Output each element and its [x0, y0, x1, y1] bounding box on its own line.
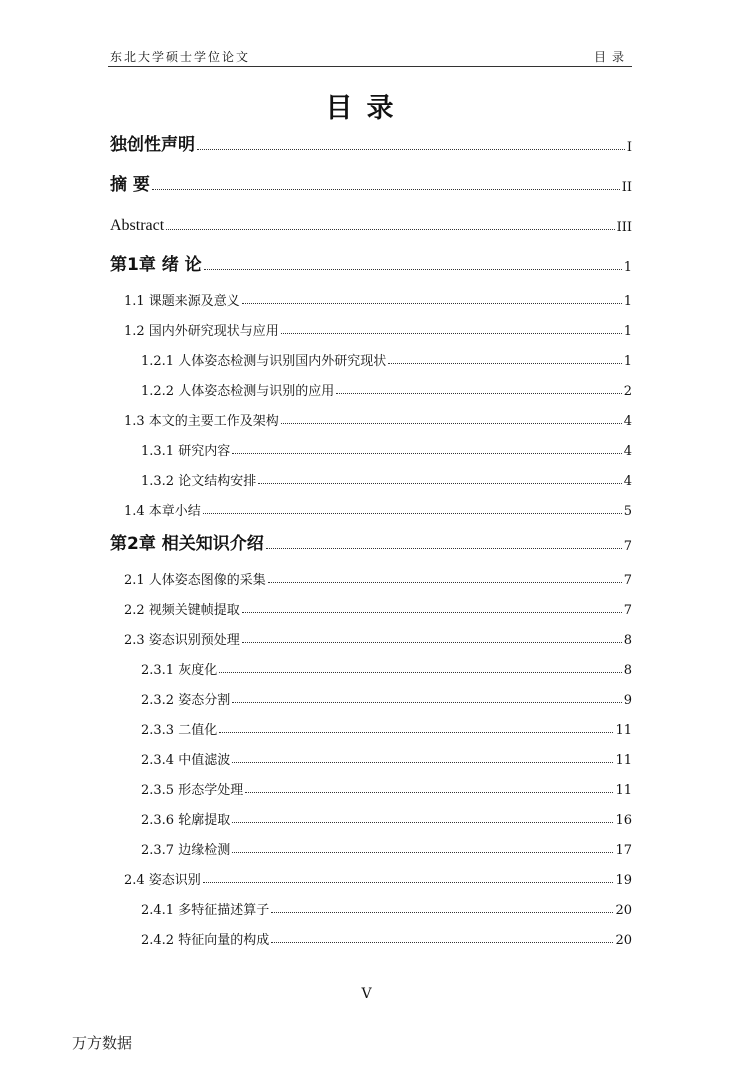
toc-entry-page: 8 — [623, 633, 632, 648]
page-title: 目录 — [325, 93, 408, 124]
toc-entry-1-1[interactable] — [124, 287, 632, 309]
toc-entry-label: 2.3.2 姿态分割 — [141, 693, 231, 708]
toc-entry-label: 2.3.6 轮廓提取 — [141, 813, 231, 828]
toc-entry-label: 独创性声明 — [110, 135, 195, 155]
toc-entry-page: II — [621, 180, 632, 195]
toc-entry-1-4[interactable] — [124, 497, 632, 519]
toc-entry-1-2[interactable] — [124, 317, 632, 339]
toc-entry-2-3-7[interactable] — [141, 836, 632, 858]
toc-entry-label: 2.4.1 多特征描述算子 — [141, 903, 270, 918]
toc-entry-label: 第1章 绪 论 — [110, 255, 202, 275]
header-section-name: 目录 — [593, 50, 630, 64]
running-header — [108, 46, 632, 67]
toc-entry-label: 1.1 课题来源及意义 — [124, 294, 240, 309]
toc-entry-label: 1.2.2 人体姿态检测与识别的应用 — [141, 384, 335, 399]
toc-leader-dots — [336, 392, 622, 394]
toc-entry-label: 2.3.1 灰度化 — [141, 663, 218, 678]
toc-entry-declaration[interactable] — [110, 133, 632, 155]
toc-entry-label: 2.3 姿态识别预处理 — [124, 633, 240, 648]
toc-leader-dots — [242, 302, 622, 304]
toc-leader-dots — [242, 611, 622, 613]
toc-entry-label: 1.4 本章小结 — [124, 504, 201, 519]
toc-entry-2-3-3[interactable] — [141, 716, 632, 738]
toc-entry-label: 2.3.4 中值滤波 — [141, 753, 231, 768]
toc-entry-2-3-5[interactable] — [141, 776, 632, 798]
toc-entry-label: 2.2 视频关键帧提取 — [124, 603, 240, 618]
toc-leader-dots — [281, 332, 622, 334]
toc-entry-2-4-1[interactable] — [141, 896, 632, 918]
toc-leader-dots — [232, 761, 613, 763]
toc-leader-dots — [271, 911, 613, 913]
toc-entry-page: 1 — [623, 354, 632, 369]
toc-leader-dots — [232, 452, 622, 454]
toc-entry-page: 7 — [623, 539, 632, 554]
toc-leader-dots — [232, 821, 613, 823]
toc-entry-2-2[interactable] — [124, 596, 632, 618]
toc-leader-dots — [219, 731, 613, 733]
toc-entry-page: 11 — [615, 783, 632, 798]
toc-entry-label: 第2章 相关知识介绍 — [110, 534, 264, 554]
toc-entry-page: 8 — [623, 663, 632, 678]
toc-leader-dots — [166, 228, 614, 230]
toc-entry-2-3-6[interactable] — [141, 806, 632, 828]
toc-entry-1-3-2[interactable] — [141, 467, 632, 489]
toc-entry-page: 11 — [615, 753, 632, 768]
toc-leader-dots — [204, 268, 622, 270]
toc-entry-2-3-4[interactable] — [141, 746, 632, 768]
toc-entry-2-4[interactable] — [124, 866, 632, 888]
toc-entry-page: 7 — [623, 573, 632, 588]
toc-entry-label: 摘 要 — [110, 175, 150, 195]
toc-entry-label: 2.3.7 边缘检测 — [141, 843, 231, 858]
toc-leader-dots — [268, 581, 622, 583]
toc-leader-dots — [197, 148, 625, 150]
toc-entry-page: 20 — [615, 903, 632, 918]
toc-entry-chapter-2[interactable] — [110, 532, 632, 554]
toc-entry-2-4-2[interactable] — [141, 926, 632, 948]
toc-entry-chapter-1[interactable] — [110, 253, 632, 275]
header-thesis-title: 东北大学硕士学位论文 — [110, 50, 251, 64]
toc-leader-dots — [232, 701, 622, 703]
toc-entry-page: 1 — [623, 324, 632, 339]
watermark-text: 万方数据 — [72, 1034, 133, 1052]
toc-entry-label: 2.3.5 形态学处理 — [141, 783, 244, 798]
toc-entry-label: 2.3.3 二值化 — [141, 723, 218, 738]
toc-leader-dots — [219, 671, 622, 673]
toc-entry-label: 1.3.2 论文结构安排 — [141, 474, 257, 489]
toc-entry-2-1[interactable] — [124, 566, 632, 588]
toc-leader-dots — [258, 482, 622, 484]
toc-entry-label: 1.3.1 研究内容 — [141, 444, 231, 459]
toc-entry-page: 7 — [623, 603, 632, 618]
toc-entry-page: 9 — [623, 693, 632, 708]
toc-entry-page: III — [616, 220, 632, 235]
toc-entry-label: 2.4.2 特征向量的构成 — [141, 933, 270, 948]
toc-entry-2-3[interactable] — [124, 626, 632, 648]
toc-entry-2-3-2[interactable] — [141, 686, 632, 708]
toc-entry-page: 4 — [623, 444, 632, 459]
toc-entry-page: 5 — [623, 504, 632, 519]
toc-entry-abstract-en[interactable] — [110, 213, 632, 235]
toc-entry-label: Abstract — [110, 217, 165, 234]
toc-entry-label: 1.2.1 人体姿态检测与识别国内外研究现状 — [141, 354, 387, 369]
toc-leader-dots — [245, 791, 613, 793]
toc-entry-label: 1.2 国内外研究现状与应用 — [124, 324, 279, 339]
toc-entry-page: 1 — [623, 294, 632, 309]
toc-entry-label: 2.1 人体姿态图像的采集 — [124, 573, 266, 588]
toc-entry-page: 1 — [623, 260, 632, 275]
toc-entry-page: 4 — [623, 414, 632, 429]
toc-leader-dots — [232, 851, 613, 853]
toc-entry-2-3-1[interactable] — [141, 656, 632, 678]
toc-entry-label: 2.4 姿态识别 — [124, 873, 201, 888]
toc-leader-dots — [242, 641, 622, 643]
page-number: V — [361, 986, 372, 1002]
toc-leader-dots — [152, 188, 620, 190]
toc-entry-abstract-cn[interactable] — [110, 173, 632, 195]
toc-entry-page: 17 — [615, 843, 632, 858]
toc-entry-1-3[interactable] — [124, 407, 632, 429]
toc-leader-dots — [203, 512, 622, 514]
toc-leader-dots — [203, 881, 614, 883]
toc-entry-label: 1.3 本文的主要工作及架构 — [124, 414, 279, 429]
toc-entry-page: 20 — [615, 933, 632, 948]
toc-entry-page: 11 — [615, 723, 632, 738]
toc-leader-dots — [388, 362, 622, 364]
toc-entry-page: 19 — [615, 873, 632, 888]
toc-entry-page: I — [626, 140, 632, 155]
toc-entry-page: 16 — [615, 813, 632, 828]
toc-leader-dots — [271, 941, 613, 943]
toc-entry-1-3-1[interactable] — [141, 437, 632, 459]
toc-entry-page: 4 — [623, 474, 632, 489]
toc-entry-1-2-1[interactable] — [141, 347, 632, 369]
toc-leader-dots — [266, 547, 622, 549]
toc-leader-dots — [281, 422, 622, 424]
toc-entry-page: 2 — [623, 384, 632, 399]
toc-entry-1-2-2[interactable] — [141, 377, 632, 399]
